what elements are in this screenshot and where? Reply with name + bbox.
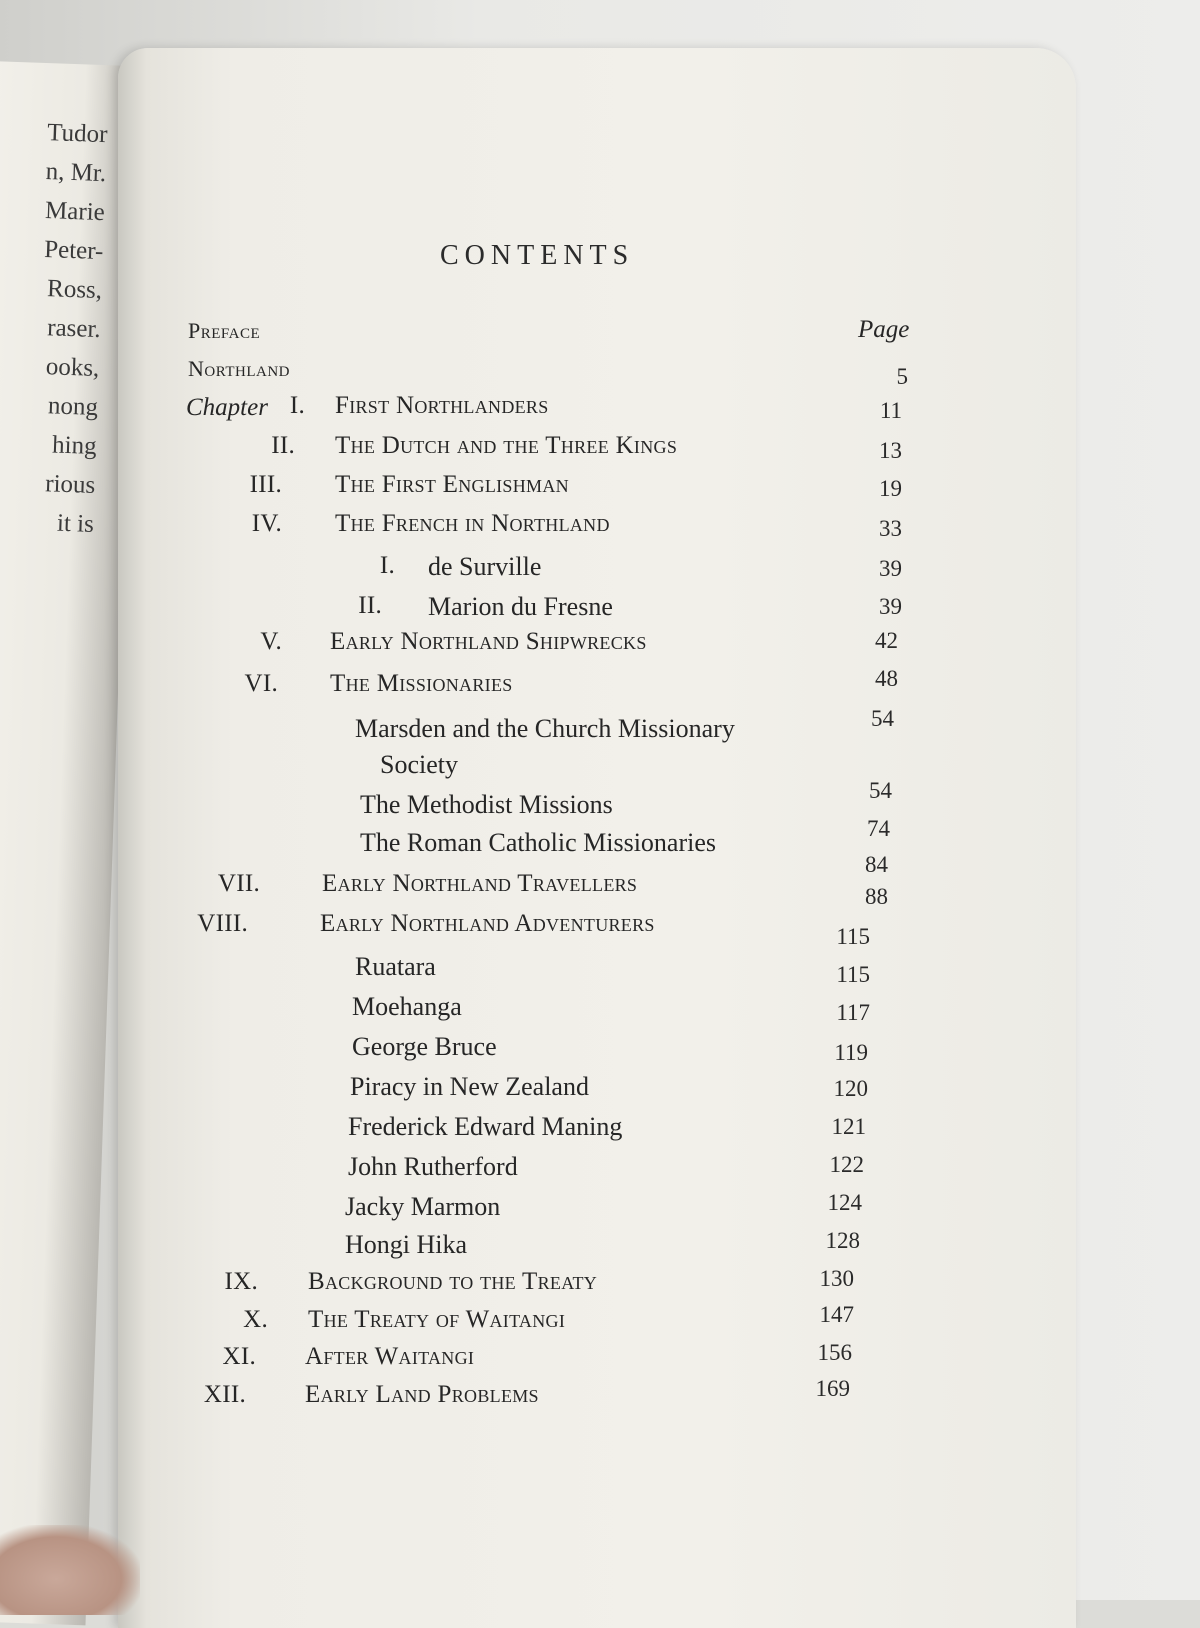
toc-entry-title: Early Land Problems — [305, 1381, 539, 1408]
toc-entry-title: Jacky Marmon — [345, 1192, 501, 1221]
left-line: it is — [56, 509, 95, 538]
left-line: rious — [44, 470, 96, 499]
toc-entry-title: Ruatara — [355, 952, 436, 981]
toc-entry-title: Marion du Fresne — [428, 592, 613, 621]
page-number: 42 — [875, 628, 898, 653]
toc-entry-title: George Bruce — [352, 1032, 497, 1061]
toc-entry-title: Early Northland Adventurers — [320, 910, 655, 937]
page-number: 147 — [819, 1302, 854, 1327]
toc-entry-title: Society — [380, 750, 458, 779]
preface-label: Preface — [188, 318, 261, 343]
left-line: ooks, — [45, 353, 100, 383]
chapter-numeral: XI. — [222, 1343, 256, 1370]
thumb — [0, 1525, 140, 1615]
chapter-numeral: XII. — [203, 1381, 246, 1408]
toc-entry-title: The Methodist Missions — [360, 790, 613, 819]
page-number: 156 — [817, 1340, 852, 1365]
toc-entry-title: Background to the Treaty — [308, 1268, 598, 1295]
page-number: 54 — [869, 778, 892, 803]
chapter-numeral: VIII. — [197, 910, 248, 937]
left-line: n, Mr. — [45, 158, 107, 188]
left-line: Tudor — [46, 119, 108, 149]
page-number: 120 — [833, 1076, 868, 1101]
left-line: Peter- — [43, 236, 104, 266]
page-number: 169 — [815, 1376, 850, 1401]
page-number: 13 — [879, 438, 902, 463]
toc-entry-title: de Surville — [428, 552, 542, 581]
page-number: 11 — [879, 398, 902, 423]
page-number: 19 — [879, 476, 902, 501]
toc-entry-title: The Missionaries — [330, 670, 513, 697]
chapter-numeral: II. — [271, 432, 295, 459]
left-line: nong — [47, 392, 99, 422]
page-number: 33 — [879, 516, 902, 541]
page-number: 88 — [865, 884, 888, 909]
toc-entry-title: The First Englishman — [335, 471, 569, 498]
chapter-numeral: IV. — [251, 510, 282, 537]
toc-entry-title: First Northlanders — [335, 392, 549, 419]
toc-entry-title: The Dutch and the Three Kings — [335, 432, 678, 459]
page-column-header: Page — [858, 316, 910, 343]
page-number: 115 — [836, 924, 870, 949]
toc-entry-title: Frederick Edward Maning — [348, 1112, 623, 1141]
page-number: 128 — [825, 1228, 860, 1253]
northland-label: Northland — [188, 356, 290, 381]
toc-entry-title: Hongi Hika — [345, 1230, 468, 1259]
left-line: Ross, — [46, 275, 103, 305]
chapter-numeral: X. — [243, 1306, 268, 1333]
page-number: 54 — [871, 706, 894, 731]
left-line: raser. — [46, 314, 102, 344]
page-number: 122 — [829, 1152, 864, 1177]
toc-entry-title: The French in Northland — [335, 510, 610, 537]
page-number: 48 — [875, 666, 898, 691]
chapter-word: Chapter — [186, 394, 268, 421]
page-number: 121 — [831, 1114, 866, 1139]
page-number: 39 — [879, 594, 902, 619]
chapter-numeral: V. — [260, 628, 282, 655]
page-number: 74 — [867, 816, 890, 841]
page-number: 119 — [834, 1040, 868, 1065]
page-number: 124 — [827, 1190, 862, 1215]
left-line: hing — [51, 431, 98, 460]
chapter-numeral: VI. — [244, 670, 278, 697]
toc-entry-title: The Roman Catholic Missionaries — [360, 828, 717, 857]
chapter-numeral: II. — [358, 592, 382, 619]
chapter-numeral: III. — [249, 471, 282, 498]
page-number: 130 — [819, 1266, 854, 1291]
toc-entry-title: John Rutherford — [348, 1152, 518, 1181]
toc-entry-title: Moehanga — [352, 992, 462, 1021]
page-number: 84 — [865, 852, 888, 877]
chapter-numeral: IX. — [224, 1268, 258, 1295]
page-title: CONTENTS — [440, 240, 635, 271]
page-number: 115 — [836, 962, 870, 987]
left-line: Marie — [44, 197, 106, 227]
toc-entry-title: The Treaty of Waitangi — [308, 1306, 566, 1333]
chapter-numeral: I. — [289, 392, 305, 419]
toc-entry-title: After Waitangi — [305, 1343, 475, 1370]
toc-entry-title: Marsden and the Church Missionary — [355, 714, 735, 743]
toc-entry-title: Piracy in New Zealand — [350, 1072, 589, 1101]
chapter-numeral: I. — [379, 552, 395, 579]
page-number: 117 — [836, 1000, 870, 1025]
left-page-text — [0, 111, 108, 544]
page-number: 5 — [896, 364, 908, 389]
chapter-numeral: VII. — [217, 870, 260, 897]
page-number: 39 — [879, 556, 902, 581]
toc-entry-title: Early Northland Travellers — [322, 870, 638, 897]
toc-entry-title: Early Northland Shipwrecks — [330, 628, 647, 655]
